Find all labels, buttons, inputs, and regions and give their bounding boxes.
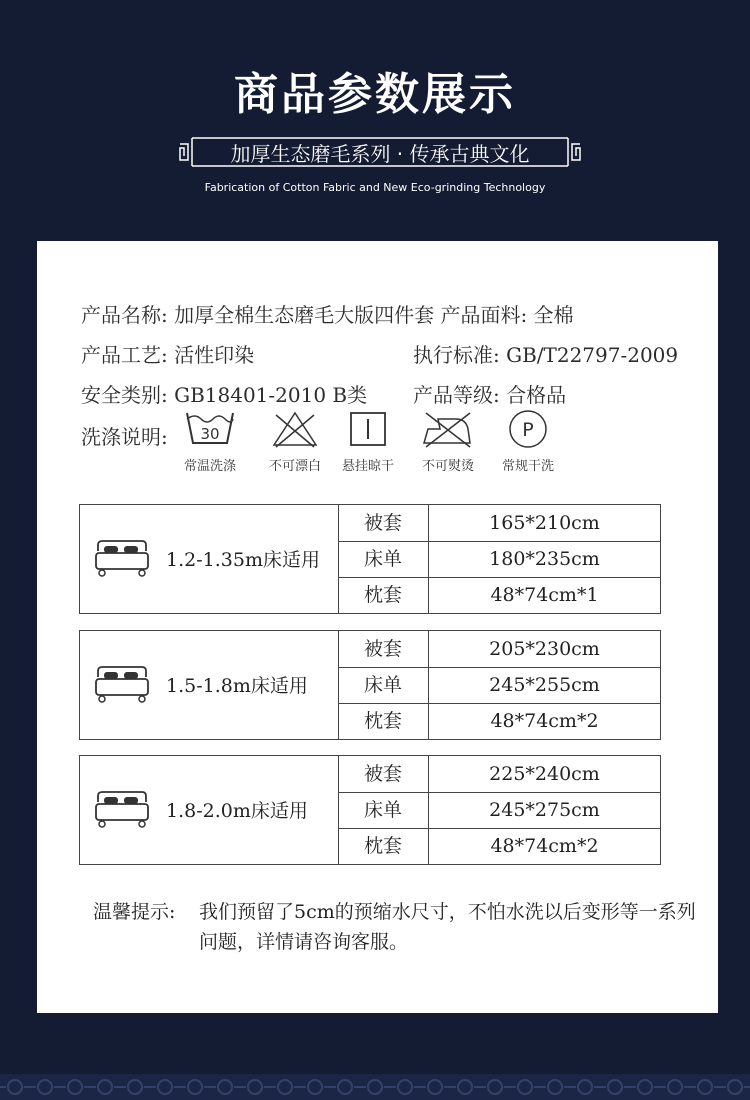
- size-dim: 245*255cm: [489, 674, 600, 696]
- size-dim: 180*235cm: [489, 548, 600, 570]
- size-row: [338, 577, 660, 613]
- size-part: 被套: [338, 505, 429, 541]
- wash-label-dry-clean: 常规干洗: [501, 459, 554, 474]
- svg-text:P: P: [522, 419, 534, 441]
- tip-text: 我们预留了5cm的预缩水尺寸，不怕水洗以后变形等一系列问题，详情请咨询客服。: [199, 901, 696, 953]
- size-dim: 165*210cm: [489, 512, 600, 534]
- dry-clean-icon: [501, 407, 555, 451]
- bed-icon: [94, 665, 150, 705]
- product-name-line: 产品名称: 加厚全棉生态磨毛大版四件套 产品面料: 全棉: [81, 303, 574, 327]
- wash-label: 洗涤说明:: [81, 425, 168, 449]
- size-table-3: [79, 755, 661, 865]
- size-part: 被套: [338, 631, 429, 667]
- size-part: 床单: [338, 667, 429, 703]
- size-dim: 48*74cm*2: [490, 710, 599, 732]
- size-table-1: [79, 504, 661, 614]
- size-dim: 48*74cm*2: [490, 835, 599, 857]
- size-fit-cell: [80, 505, 339, 613]
- size-row: [338, 667, 660, 704]
- size-part: 床单: [338, 541, 429, 577]
- wash-label-normal: 常温洗涤: [183, 459, 236, 474]
- tip-label: 温馨提示:: [93, 901, 176, 923]
- wash-label-hang-dry: 悬挂晾干: [341, 459, 394, 474]
- size-dim: 245*275cm: [489, 799, 600, 821]
- page-title: 商品参数展示: [234, 69, 516, 120]
- size-row: [338, 792, 660, 829]
- size-fit-cell: [80, 631, 339, 739]
- spec-card: [37, 241, 718, 1013]
- subtitle-banner: [178, 132, 582, 172]
- fit-text: 1.5-1.8m床适用: [166, 675, 308, 697]
- size-dim: 225*240cm: [489, 763, 600, 785]
- product-safety: 安全类别: GB18401-2010 B类: [81, 383, 368, 407]
- bed-icon: [94, 790, 150, 830]
- size-row: [338, 756, 660, 793]
- size-part: 枕套: [338, 703, 429, 739]
- size-row: [338, 828, 660, 864]
- product-standard: 执行标准: GB/T22797-2009: [413, 343, 679, 367]
- size-row: [338, 505, 660, 542]
- size-part: 枕套: [338, 577, 429, 613]
- fit-text: 1.2-1.35m床适用: [166, 549, 320, 571]
- wash-item-no-iron: [408, 407, 488, 474]
- wash-label-no-iron: 不可熨烫: [421, 459, 474, 474]
- subtitle-text: 加厚生态磨毛系列 · 传承古典文化: [230, 142, 530, 166]
- size-dim: 205*230cm: [489, 638, 600, 660]
- hang-dry-icon: [341, 407, 395, 451]
- wash-label-no-bleach: 不可漂白: [268, 459, 321, 474]
- no-iron-icon: [418, 407, 478, 451]
- product-grade: 产品等级: 合格品: [413, 383, 567, 407]
- size-row: [338, 541, 660, 578]
- fit-text: 1.8-2.0m床适用: [166, 800, 308, 822]
- size-row: [338, 631, 660, 668]
- size-part: 床单: [338, 792, 429, 828]
- size-fit-cell: [80, 756, 339, 864]
- subtitle-english: Fabrication of Cotton Fabric and New Eco-grinding Technology: [204, 181, 546, 194]
- product-craft: 产品工艺: 活性印染: [81, 343, 255, 367]
- size-dim: 48*74cm*1: [490, 584, 599, 606]
- decorative-pattern-icon: [0, 1074, 750, 1100]
- wash-30-icon: [183, 407, 237, 451]
- size-part: 枕套: [338, 828, 429, 864]
- no-bleach-icon: [268, 407, 322, 451]
- size-table-2: [79, 630, 661, 740]
- wash-item-normal: [170, 407, 250, 474]
- bed-icon: [94, 539, 150, 579]
- wash-item-hang-dry: [328, 407, 408, 474]
- wash-item-dry-clean: [488, 407, 568, 474]
- size-part: 被套: [338, 756, 429, 792]
- size-row: [338, 703, 660, 739]
- wash-item-no-bleach: [255, 407, 335, 474]
- svg-text:30: 30: [200, 425, 220, 443]
